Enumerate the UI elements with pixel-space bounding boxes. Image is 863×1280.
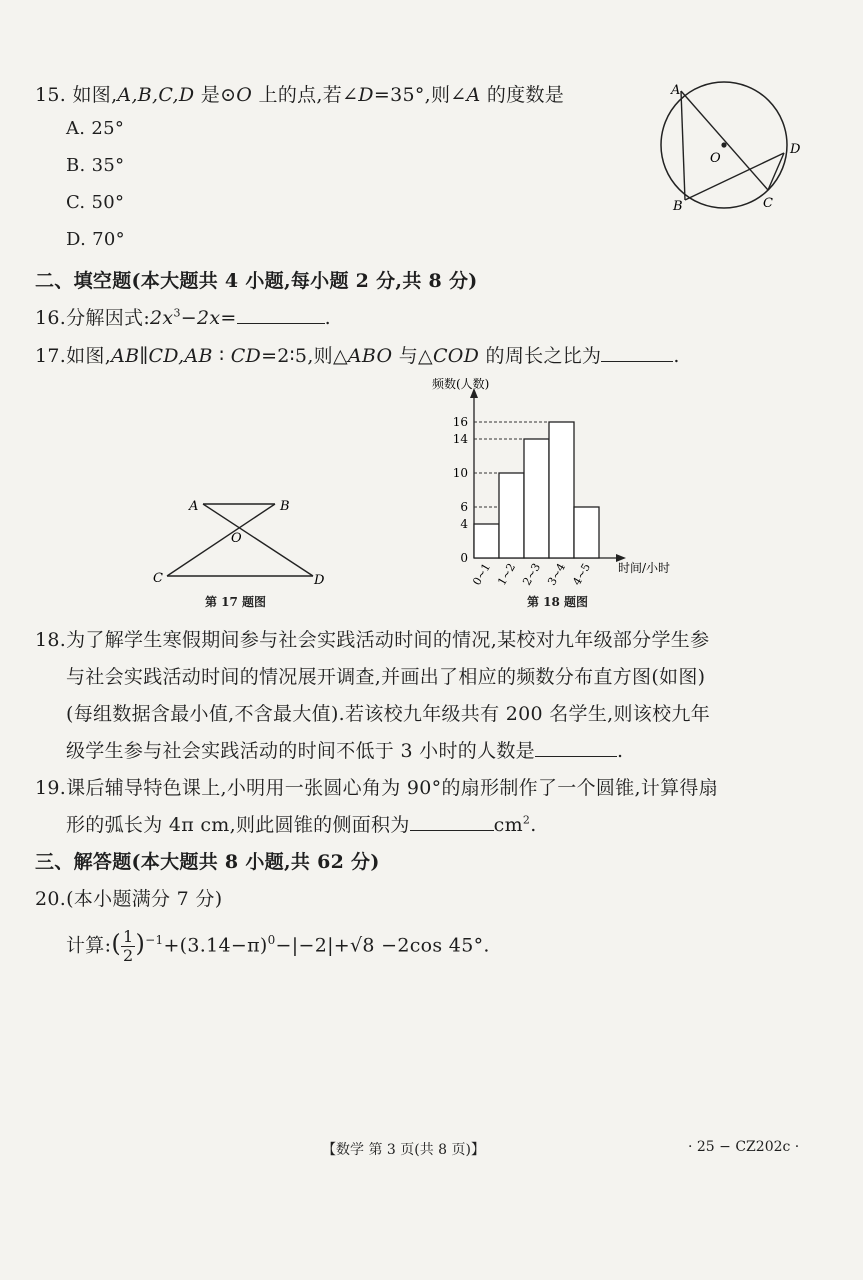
- fig17-label-b: B: [280, 499, 290, 514]
- bar-0~1: [474, 524, 499, 558]
- x-tick-0~1: 0~1: [470, 561, 494, 588]
- q19-answer-blank[interactable]: [410, 816, 494, 831]
- section2-title: 二、填空题(本大题共 4 小题,每小题 2 分,共 8 分): [35, 270, 478, 292]
- q17-answer-blank[interactable]: [601, 347, 673, 362]
- q20-header: 20.(本小题满分 7 分): [35, 888, 223, 910]
- x-tick-1~2: 1~2: [495, 561, 519, 588]
- q18-line4: 级学生参与社会实践活动的时间不低于 3 小时的人数是 .: [66, 740, 624, 762]
- q15-label-o: O: [710, 151, 721, 166]
- x-tick-4~5: 4~5: [570, 561, 594, 588]
- y-tick-4: 4: [460, 517, 468, 531]
- y-tick-0: 0: [460, 551, 468, 565]
- q16-answer-blank[interactable]: [237, 309, 325, 324]
- q15-option-b: B. 35°: [66, 155, 125, 176]
- q19-line1: 19.课后辅导特色课上,小明用一张圆心角为 90°的扇形制作了一个圆锥,计算得扇: [35, 777, 719, 799]
- q19-line2: 形的弧长为 4π cm,则此圆锥的侧面积为 $cm^2$.: [66, 813, 537, 836]
- fig18-histogram: [420, 372, 670, 592]
- q20-expression: 计算:( $\frac{1}{2}$ )$^{-1}+(3.14-\pi)^0-|-2|+√8 -2\cos$ 45°.: [66, 927, 490, 965]
- fig17-label-o: O: [231, 531, 242, 546]
- section3-title: 三、解答题(本大题共 8 小题,共 62 分): [35, 851, 380, 873]
- x-tick-3~4: 3~4: [545, 561, 569, 588]
- q15-stem: 15. 如图,A,B,C,D 是⊙O 上的点,若∠D=35°,则∠A 的度数是: [35, 84, 565, 106]
- q15-label-d: D: [790, 142, 801, 157]
- fig17-label-a: A: [189, 499, 199, 514]
- footer-page-info: 【数学 第 3 页(共 8 页)】: [322, 1142, 485, 1158]
- bar-4~5: [574, 507, 599, 558]
- q18-line3: (每组数据含最小值,不含最大值).若该校九年级共有 200 名学生,则该校九年: [66, 703, 710, 725]
- fig18-caption: 第 18 题图: [527, 595, 589, 609]
- y-axis-label: 频数(人数): [432, 377, 490, 391]
- y-tick-14: 14: [452, 432, 468, 446]
- bar-3~4: [549, 422, 574, 558]
- footer-code: · 25 − CZ202c ·: [688, 1139, 800, 1155]
- x-tick-2~3: 2~3: [520, 561, 544, 588]
- q15-circle-figure: [650, 75, 820, 215]
- q15-label-a: A: [671, 83, 681, 98]
- y-tick-10: 10: [452, 466, 468, 480]
- fig17-label-c: C: [153, 571, 163, 586]
- fig17-label-d: D: [314, 573, 325, 588]
- q15-label-c: C: [763, 196, 773, 211]
- q18-line1: 18.为了解学生寒假期间参与社会实践活动时间的情况,某校对九年级部分学生参: [35, 629, 710, 651]
- bar-1~2: [499, 473, 524, 558]
- q18-answer-blank[interactable]: [535, 742, 617, 757]
- q15-option-c: C. 50°: [66, 192, 125, 213]
- fig17-diagram: [145, 490, 345, 590]
- q18-line2: 与社会实践活动时间的情况展开调查,并画出了相应的频数分布直方图(如图): [66, 666, 706, 688]
- bar-2~3: [524, 439, 549, 558]
- q15-label-b: B: [673, 199, 683, 214]
- q16: 16.分解因式$:2x^3-2x=$ .: [35, 306, 331, 329]
- q17: 17.如图,AB∥CD,AB ∶ CD=2∶5,则△ABO 与△COD 的周长之比为 .: [35, 345, 680, 367]
- y-tick-6: 6: [460, 500, 468, 514]
- y-tick-16: 16: [452, 415, 468, 429]
- fig17-caption: 第 17 题图: [205, 595, 267, 609]
- q15-option-a: A. 25°: [66, 118, 125, 139]
- q15-option-d: D. 70°: [66, 229, 125, 250]
- x-axis-label: 时间/小时: [618, 561, 670, 575]
